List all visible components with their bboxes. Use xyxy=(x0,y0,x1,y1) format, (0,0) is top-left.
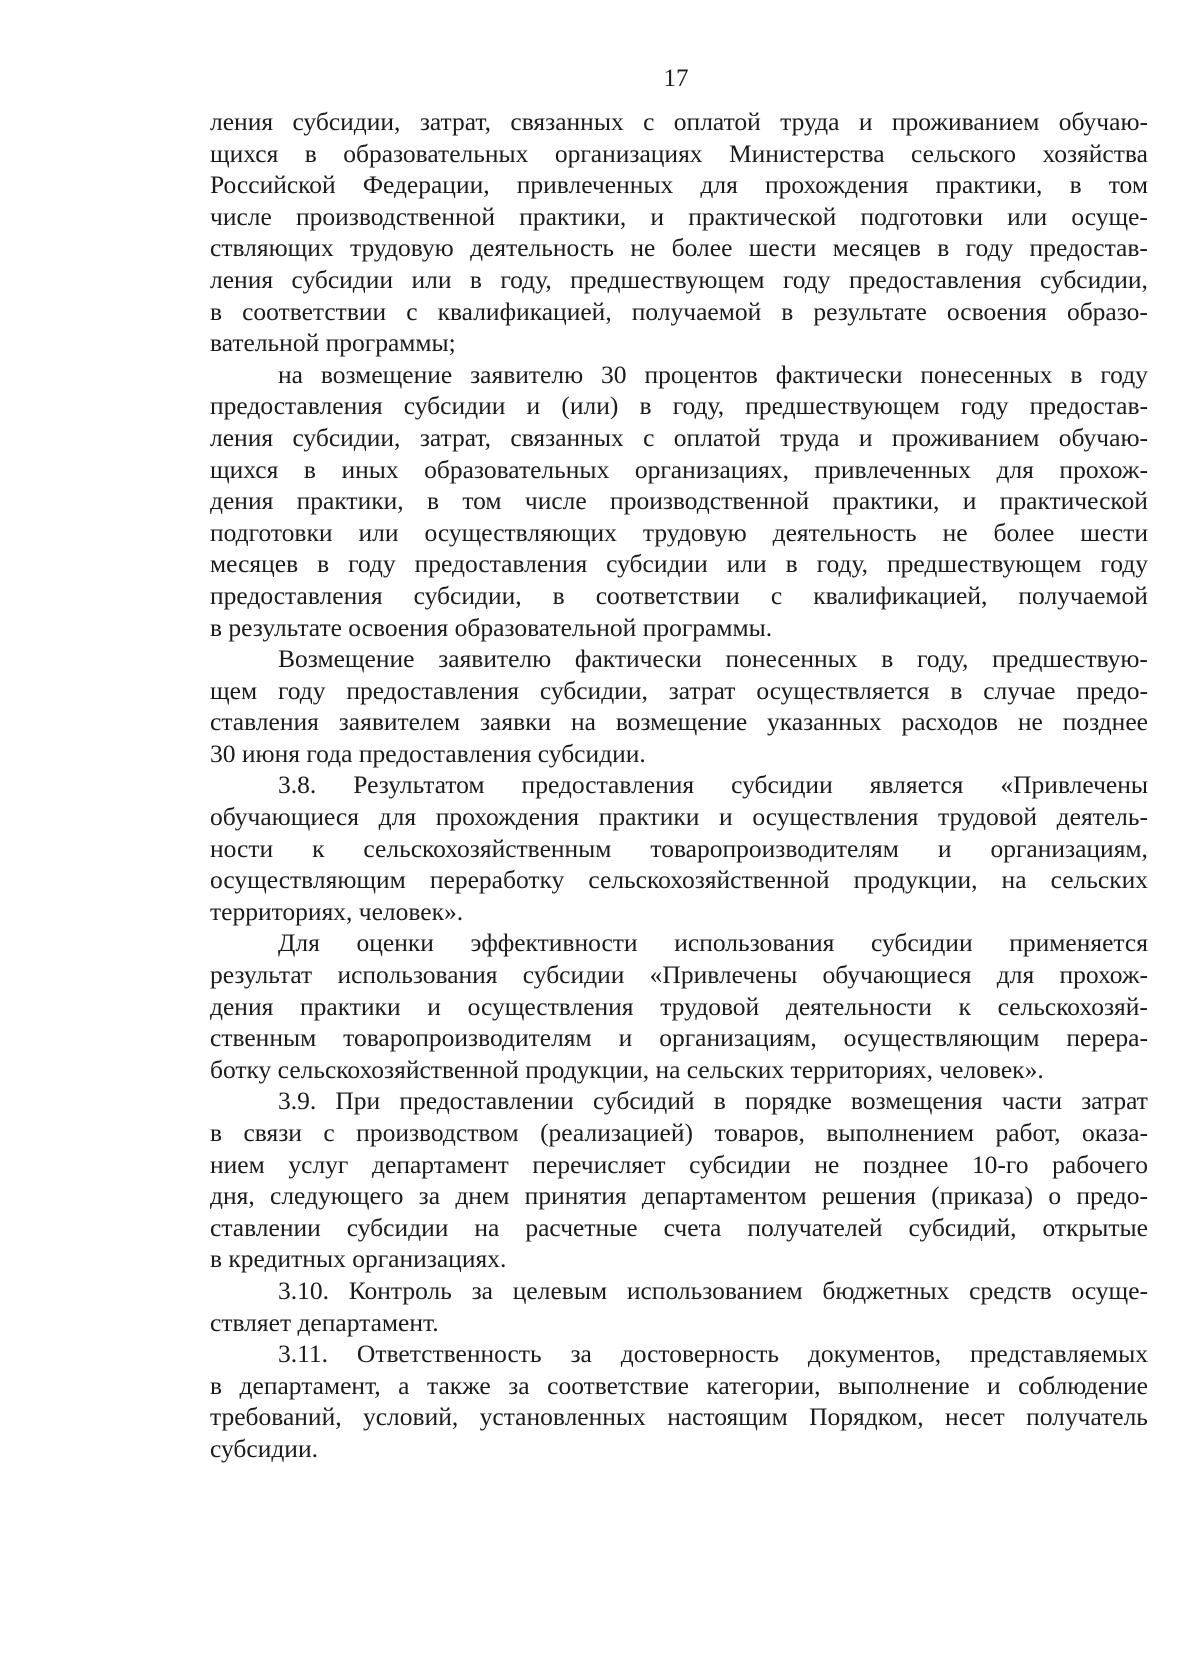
paragraph xyxy=(210,1338,1148,1464)
text-line: дения практики, в том числе производственной практики, и практической xyxy=(210,486,1148,516)
text-line: щихся в иных образовательных организациях, привлеченных для прохож- xyxy=(210,454,1148,484)
text-line: обучающиеся для прохождения практики и осуществления трудовой деятель- xyxy=(210,802,1148,832)
paragraph xyxy=(210,359,1148,643)
text-line: щихся в образовательных организациях Министерства сельского хозяйства xyxy=(210,138,1148,168)
text-line: ления субсидии, затрат, связанных с оплатой труда и проживанием обучаю- xyxy=(210,107,1148,136)
text-line: Российской Федерации, привлеченных для прохождения практики, в том xyxy=(210,170,1148,200)
text-line: результат использования субсидии «Привлечены обучающиеся для прохож- xyxy=(210,960,1148,990)
text-line: ставлении субсидии на расчетные счета получателей субсидий, открытые xyxy=(210,1212,1148,1242)
text-line: нием услуг департамент перечисляет субсидии не позднее 10-го рабочего xyxy=(210,1149,1148,1179)
document-body xyxy=(210,106,1148,1465)
text-line: ления субсидии, затрат, связанных с оплатой труда и проживанием обучаю- xyxy=(210,422,1148,452)
paragraph xyxy=(210,106,1148,359)
page-number: 17 xyxy=(663,65,689,92)
text-line: ствляющих трудовую деятельность не более шести месяцев в году предостав- xyxy=(210,233,1148,263)
paragraph xyxy=(210,927,1148,1085)
text-line: 3.11. Ответственность за достоверность документов, представляемых xyxy=(278,1339,1148,1369)
text-line: в кредитных организациях. xyxy=(210,1244,507,1274)
text-line: предоставления субсидии и (или) в году, предшествующем году предостав- xyxy=(210,391,1148,421)
text-line: осуществляющим переработку сельскохозяйственной продукции, на сельских xyxy=(210,865,1148,895)
text-line: дения практики и осуществления трудовой деятельности к сельскохозяй- xyxy=(210,991,1148,1021)
text-line: в департамент, а также за соответствие категории, выполнение и соблюдение xyxy=(210,1370,1148,1400)
text-line: 3.8. Результатом предоставления субсидии является «Привлечены xyxy=(278,770,1148,800)
paragraph xyxy=(210,1275,1148,1338)
text-line: на возмещение заявителю 30 процентов фактически понесенных в году xyxy=(278,359,1148,389)
text-line: Для оценки эффективности использования субсидии применяется xyxy=(278,928,1148,958)
text-line: требований, условий, установленных настоящим Порядком, несет получатель xyxy=(210,1402,1148,1432)
text-line: Возмещение заявителю фактически понесенных в году, предшествую- xyxy=(278,644,1148,674)
text-line: в соответствии с квалификацией, получаемой в результате освоения образо- xyxy=(210,296,1148,326)
text-line: 3.9. При предоставлении субсидий в порядке возмещения части затрат xyxy=(278,1086,1148,1116)
text-line: вательной программы; xyxy=(210,328,456,358)
text-line: ности к сельскохозяйственным товаропроизводителям и организациям, xyxy=(210,833,1148,863)
paragraph xyxy=(210,1085,1148,1275)
text-line: ственным товаропроизводителям и организациям, осуществляющим перера- xyxy=(210,1023,1148,1053)
text-line: ления субсидии или в году, предшествующем году предоставления субсидии, xyxy=(210,264,1148,294)
text-line: ставления заявителем заявки на возмещение указанных расходов не позднее xyxy=(210,707,1148,737)
text-line: в связи с производством (реализацией) товаров, выполнением работ, оказа- xyxy=(210,1118,1148,1147)
text-line: месяцев в году предоставления субсидии или в году, предшествующем году xyxy=(210,549,1148,579)
paragraph xyxy=(210,643,1148,769)
text-line: предоставления субсидии, в соответствии с квалификацией, получаемой xyxy=(210,580,1148,610)
text-line: подготовки или осуществляющих трудовую деятельность не более шести xyxy=(210,517,1148,547)
text-line: территориях, человек». xyxy=(210,896,464,926)
text-line: щем году предоставления субсидии, затрат осуществляется в случае предо- xyxy=(210,675,1148,705)
text-line: 30 июня года предоставления субсидии. xyxy=(210,738,646,768)
text-line: ствляет департамент. xyxy=(210,1307,439,1337)
text-line: дня, следующего за днем принятия департаментом решения (приказа) о предо- xyxy=(210,1181,1148,1211)
text-line: в результате освоения образовательной программы. xyxy=(210,612,773,642)
paragraph xyxy=(210,769,1148,927)
text-line: 3.10. Контроль за целевым использованием бюджетных средств осуще- xyxy=(278,1275,1148,1305)
text-line: ботку сельскохозяйственной продукции, на сельских территориях, человек». xyxy=(210,1054,1044,1084)
text-line: субсидии. xyxy=(210,1433,318,1463)
text-line: числе производственной практики, и практической подготовки или осуще- xyxy=(210,201,1148,231)
